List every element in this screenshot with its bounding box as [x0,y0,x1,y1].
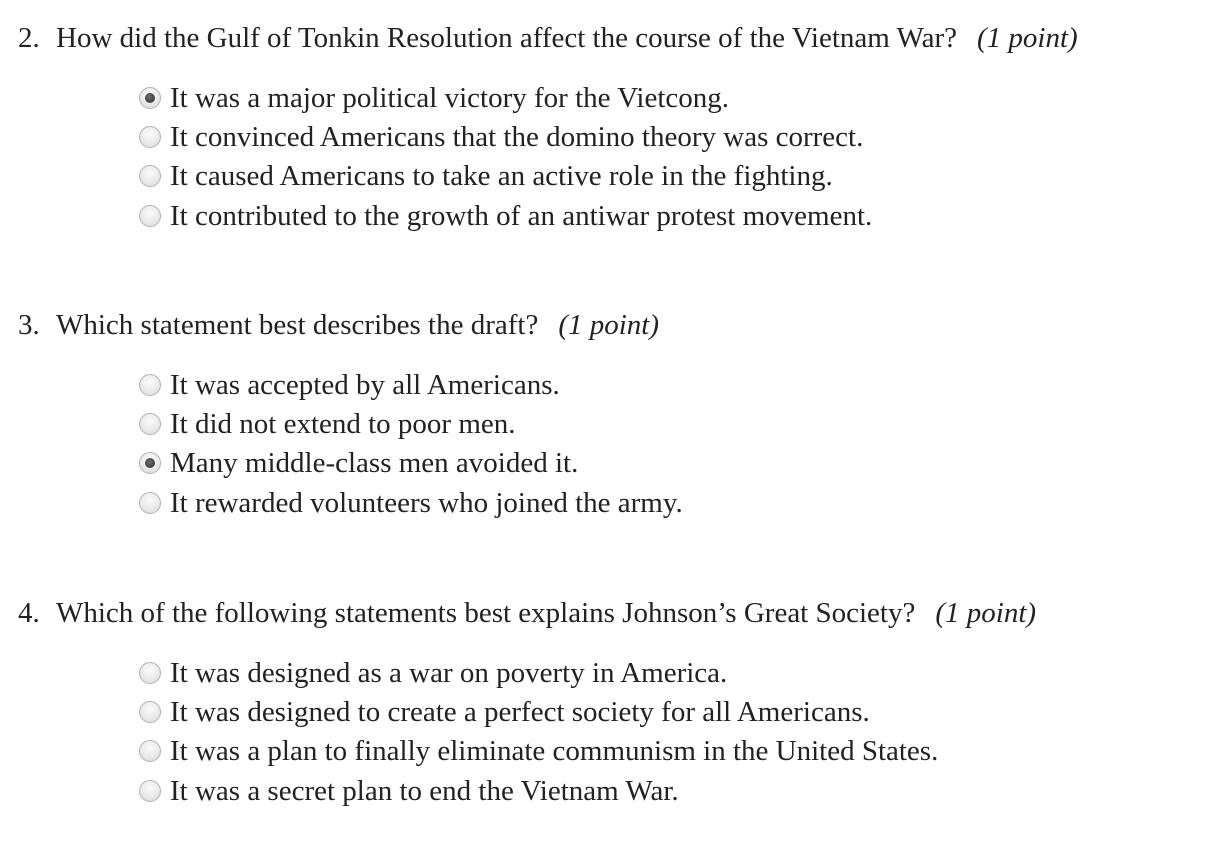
answer-option-label[interactable]: It convinced Americans that the domino theory was correct. [170,120,864,153]
answer-option[interactable] [138,483,683,522]
radio-button[interactable] [139,165,161,187]
answer-option[interactable] [138,653,938,692]
question-points: (1 point) [935,597,1037,629]
answer-option-label[interactable]: It was a plan to finally eliminate communism in the United States. [170,735,939,768]
radio-button[interactable] [139,205,161,227]
question-number: 4. [18,597,40,629]
question-points: (1 point) [977,22,1078,54]
answer-option-label[interactable]: It was designed as a war on poverty in America. [170,656,728,689]
radio-button[interactable] [139,701,161,723]
answer-option[interactable] [138,117,872,156]
answer-options [138,78,872,235]
answer-option-label[interactable]: It caused Americans to take an active role in the fighting. [170,160,833,193]
answer-option[interactable] [138,692,938,731]
question-number: 3. [18,309,40,341]
answer-option[interactable] [138,196,872,235]
answer-option-label[interactable]: Many middle-class men avoided it. [170,447,579,480]
radio-button[interactable] [139,780,161,802]
answer-option-label[interactable]: It did not extend to poor men. [170,407,516,440]
radio-button[interactable] [139,662,161,684]
question-text: Which of the following statements best explains Johnson’s Great Society? [56,597,916,629]
radio-button[interactable] [139,374,161,396]
radio-button[interactable] [139,413,161,435]
answer-options [138,653,938,810]
answer-option[interactable] [138,404,683,443]
answer-option-label[interactable]: It was a secret plan to end the Vietnam War. [170,774,679,807]
question-text: Which statement best describes the draft? [56,309,539,341]
answer-option[interactable] [138,771,938,810]
answer-option[interactable] [138,78,872,117]
question-prompt [18,20,1078,56]
answer-option[interactable] [138,732,938,771]
answer-option[interactable] [138,444,683,483]
radio-button[interactable] [139,492,161,514]
question-prompt [18,307,659,343]
radio-button[interactable] [139,126,161,148]
answer-option-label[interactable]: It was designed to create a perfect society for all Americans. [170,695,870,728]
answer-options [138,365,683,522]
question-number: 2. [18,22,40,54]
answer-option[interactable] [138,365,683,404]
radio-button[interactable] [139,740,161,762]
radio-button-selected[interactable] [139,452,161,474]
answer-option-label[interactable]: It rewarded volunteers who joined the army. [170,486,683,519]
answer-option-label[interactable]: It contributed to the growth of an antiwar protest movement. [170,199,873,232]
question-text: How did the Gulf of Tonkin Resolution affect the course of the Vietnam War? [56,22,958,54]
answer-option[interactable] [138,157,872,196]
answer-option-label[interactable]: It was accepted by all Americans. [170,368,560,401]
question-points: (1 point) [558,309,660,341]
radio-button-selected[interactable] [139,87,161,109]
answer-option-label[interactable]: It was a major political victory for the Vietcong. [170,81,730,114]
question-prompt [18,595,1036,631]
